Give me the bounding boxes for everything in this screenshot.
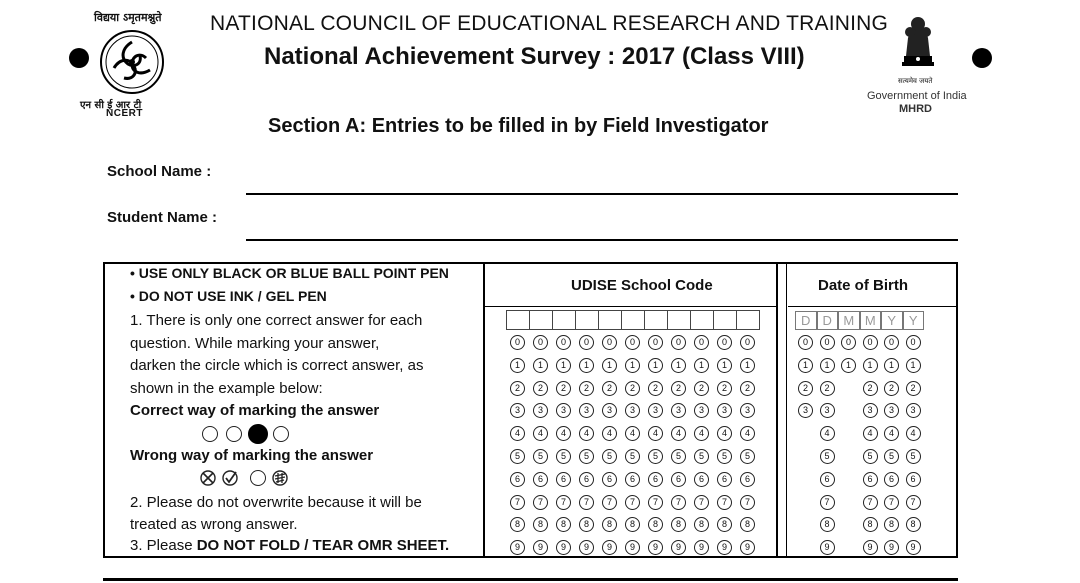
dob-bubble[interactable]: 8 xyxy=(884,517,899,532)
instruction-1-line-3: darken the circle which is correct answer, as xyxy=(130,357,424,374)
bottom-border xyxy=(103,578,958,581)
dob-bubble[interactable]: 4 xyxy=(863,426,878,441)
udise-entry-box[interactable] xyxy=(736,310,760,330)
udise-bubble[interactable]: 6 xyxy=(671,472,686,487)
udise-bubble[interactable]: 5 xyxy=(694,449,709,464)
instruction-1-line-4: shown in the example below: xyxy=(130,380,323,397)
dob-bubble[interactable]: 1 xyxy=(841,358,856,373)
dob-bubble[interactable]: 6 xyxy=(820,472,835,487)
wrong-way-label: Wrong way of marking the answer xyxy=(130,447,374,464)
instruction-3-bold: DO NOT FOLD / TEAR OMR SHEET. xyxy=(196,537,450,554)
dob-bubble[interactable]: 5 xyxy=(884,449,899,464)
udise-bubble[interactable]: 5 xyxy=(533,449,548,464)
example-scribbled-circle-icon xyxy=(272,470,288,486)
udise-entry-box[interactable] xyxy=(667,310,691,330)
dob-bubble[interactable]: 1 xyxy=(863,358,878,373)
udise-bubble[interactable]: 7 xyxy=(510,495,525,510)
udise-bubble[interactable]: 6 xyxy=(740,472,755,487)
udise-bubble[interactable]: 5 xyxy=(717,449,732,464)
section-title: Section A: Entries to be filled in by Field Investigator xyxy=(268,115,769,137)
udise-bubble[interactable]: 8 xyxy=(648,517,663,532)
ncert-english-name: NCERT xyxy=(106,108,143,119)
udise-bubble[interactable]: 6 xyxy=(694,472,709,487)
udise-bubble[interactable]: 0 xyxy=(556,335,571,350)
dob-bubble[interactable]: 0 xyxy=(884,335,899,350)
example-filled-circle xyxy=(248,424,268,444)
udise-bubble[interactable]: 2 xyxy=(556,381,571,396)
dob-entry-box[interactable]: D xyxy=(817,311,839,330)
government-name: Government of India xyxy=(867,90,967,102)
dob-entry-box[interactable]: Y xyxy=(903,311,925,330)
dob-bubble[interactable]: 5 xyxy=(863,449,878,464)
udise-bubble[interactable]: 2 xyxy=(625,381,640,396)
udise-bubble[interactable]: 7 xyxy=(533,495,548,510)
instruction-1-line-2: question. While marking your answer, xyxy=(130,335,380,352)
school-name-field[interactable] xyxy=(246,193,958,195)
dob-bubble[interactable]: 4 xyxy=(906,426,921,441)
dob-bubble[interactable]: 3 xyxy=(906,403,921,418)
dob-bubble[interactable]: 8 xyxy=(820,517,835,532)
udise-entry-box[interactable] xyxy=(598,310,622,330)
udise-bubble[interactable]: 1 xyxy=(625,358,640,373)
udise-bubble[interactable]: 2 xyxy=(510,381,525,396)
dob-entry-box[interactable]: Y xyxy=(881,311,903,330)
udise-bubble[interactable]: 0 xyxy=(533,335,548,350)
udise-bubble[interactable]: 5 xyxy=(740,449,755,464)
udise-bubble[interactable]: 8 xyxy=(602,517,617,532)
dob-bubble[interactable]: 3 xyxy=(884,403,899,418)
udise-bubble[interactable]: 0 xyxy=(717,335,732,350)
udise-bubble[interactable]: 6 xyxy=(533,472,548,487)
udise-entry-box[interactable] xyxy=(529,310,553,330)
udise-bubble[interactable]: 7 xyxy=(740,495,755,510)
udise-bubble[interactable]: 9 xyxy=(694,540,709,555)
udise-bubble[interactable]: 6 xyxy=(625,472,640,487)
dob-bubble[interactable]: 1 xyxy=(906,358,921,373)
udise-entry-box[interactable] xyxy=(713,310,737,330)
example-crossed-circle-icon xyxy=(200,470,216,486)
dob-bubble[interactable]: 5 xyxy=(906,449,921,464)
dob-bubble[interactable]: 1 xyxy=(820,358,835,373)
udise-bubble[interactable]: 8 xyxy=(579,517,594,532)
udise-bubble[interactable]: 3 xyxy=(510,403,525,418)
udise-bubble[interactable]: 4 xyxy=(671,426,686,441)
udise-bubble[interactable]: 4 xyxy=(694,426,709,441)
udise-bubble[interactable]: 1 xyxy=(602,358,617,373)
udise-bubble[interactable]: 4 xyxy=(625,426,640,441)
udise-bubble[interactable]: 9 xyxy=(625,540,640,555)
dob-bubble[interactable]: 0 xyxy=(906,335,921,350)
udise-title-line xyxy=(485,306,776,307)
dob-bubble[interactable]: 0 xyxy=(841,335,856,350)
udise-bubble[interactable]: 7 xyxy=(625,495,640,510)
udise-bubble[interactable]: 4 xyxy=(648,426,663,441)
dob-bubble[interactable]: 1 xyxy=(884,358,899,373)
dob-bubble[interactable]: 7 xyxy=(820,495,835,510)
udise-bubble[interactable]: 1 xyxy=(740,358,755,373)
udise-entry-box[interactable] xyxy=(644,310,668,330)
dob-bubble[interactable]: 8 xyxy=(906,517,921,532)
udise-bubble[interactable]: 3 xyxy=(717,403,732,418)
udise-bubble[interactable]: 2 xyxy=(740,381,755,396)
dob-entry-box[interactable]: D xyxy=(795,311,817,330)
udise-bubble[interactable]: 7 xyxy=(671,495,686,510)
udise-title: UDISE School Code xyxy=(571,277,713,294)
udise-bubble[interactable]: 3 xyxy=(625,403,640,418)
udise-bubble[interactable]: 3 xyxy=(694,403,709,418)
example-empty-circle xyxy=(226,426,242,442)
instruction-3-prefix: 3. Please xyxy=(130,537,197,554)
udise-bubble[interactable]: 5 xyxy=(556,449,571,464)
dob-bubble[interactable]: 3 xyxy=(863,403,878,418)
dob-bubble[interactable]: 8 xyxy=(863,517,878,532)
udise-bubble[interactable]: 0 xyxy=(602,335,617,350)
udise-bubble[interactable]: 8 xyxy=(740,517,755,532)
udise-bubble[interactable]: 3 xyxy=(533,403,548,418)
udise-bubble[interactable]: 8 xyxy=(533,517,548,532)
dob-bubble[interactable]: 2 xyxy=(906,381,921,396)
udise-bubble[interactable]: 4 xyxy=(602,426,617,441)
dob-bubble[interactable]: 2 xyxy=(863,381,878,396)
dob-bubble[interactable]: 0 xyxy=(863,335,878,350)
udise-bubble[interactable]: 1 xyxy=(533,358,548,373)
udise-bubble[interactable]: 9 xyxy=(579,540,594,555)
udise-bubble[interactable]: 3 xyxy=(602,403,617,418)
dob-title-line xyxy=(788,306,956,307)
udise-bubble[interactable]: 2 xyxy=(671,381,686,396)
udise-bubble[interactable]: 0 xyxy=(510,335,525,350)
udise-bubble[interactable]: 0 xyxy=(625,335,640,350)
udise-bubble[interactable]: 7 xyxy=(579,495,594,510)
example-empty-circle xyxy=(250,470,266,486)
divider-thin xyxy=(786,262,787,558)
udise-bubble[interactable]: 1 xyxy=(648,358,663,373)
dob-bubble[interactable]: 9 xyxy=(820,540,835,555)
udise-bubble[interactable]: 9 xyxy=(602,540,617,555)
student-name-field[interactable] xyxy=(246,239,958,241)
dob-entry-box[interactable]: M xyxy=(838,311,860,330)
udise-bubble[interactable]: 6 xyxy=(648,472,663,487)
udise-bubble[interactable]: 2 xyxy=(579,381,594,396)
udise-bubble[interactable]: 1 xyxy=(579,358,594,373)
government-emblem-icon xyxy=(896,12,940,76)
ministry-name: MHRD xyxy=(899,103,932,115)
udise-bubble[interactable]: 4 xyxy=(533,426,548,441)
dob-bubble[interactable]: 2 xyxy=(798,381,813,396)
udise-bubble[interactable]: 5 xyxy=(602,449,617,464)
udise-bubble[interactable]: 3 xyxy=(579,403,594,418)
udise-bubble[interactable]: 1 xyxy=(694,358,709,373)
udise-bubble[interactable]: 9 xyxy=(648,540,663,555)
dob-bubble[interactable]: 7 xyxy=(906,495,921,510)
instruction-bullet-pen: • USE ONLY BLACK OR BLUE BALL POINT PEN xyxy=(130,265,449,281)
dob-bubble[interactable]: 7 xyxy=(863,495,878,510)
survey-title: National Achievement Survey : 2017 (Class VIII) xyxy=(264,43,805,70)
udise-bubble[interactable]: 2 xyxy=(533,381,548,396)
udise-bubble[interactable]: 8 xyxy=(625,517,640,532)
udise-entry-box[interactable] xyxy=(575,310,599,330)
udise-bubble[interactable]: 9 xyxy=(740,540,755,555)
udise-bubble[interactable]: 2 xyxy=(717,381,732,396)
dob-bubble[interactable]: 5 xyxy=(820,449,835,464)
udise-bubble[interactable]: 1 xyxy=(717,358,732,373)
udise-bubble[interactable]: 3 xyxy=(556,403,571,418)
udise-bubble[interactable]: 5 xyxy=(579,449,594,464)
udise-bubble[interactable]: 6 xyxy=(579,472,594,487)
dob-bubble[interactable]: 2 xyxy=(884,381,899,396)
divider-udise xyxy=(776,262,778,558)
registration-mark-right xyxy=(972,48,992,68)
udise-bubble[interactable]: 5 xyxy=(625,449,640,464)
udise-bubble[interactable]: 4 xyxy=(579,426,594,441)
udise-bubble[interactable]: 9 xyxy=(671,540,686,555)
udise-bubble[interactable]: 7 xyxy=(556,495,571,510)
udise-bubble[interactable]: 0 xyxy=(671,335,686,350)
dob-bubble[interactable]: 1 xyxy=(798,358,813,373)
udise-bubble[interactable]: 7 xyxy=(717,495,732,510)
dob-bubble[interactable]: 0 xyxy=(820,335,835,350)
udise-entry-box[interactable] xyxy=(690,310,714,330)
ncert-hindi-name: एन सी ई आर टी xyxy=(80,100,142,111)
instruction-2-line-2: treated as wrong answer. xyxy=(130,516,298,533)
dob-bubble[interactable]: 9 xyxy=(863,540,878,555)
correct-way-label: Correct way of marking the answer xyxy=(130,402,380,419)
udise-bubble[interactable]: 2 xyxy=(648,381,663,396)
school-name-label: School Name : xyxy=(107,163,212,180)
council-name: NATIONAL COUNCIL OF EDUCATIONAL RESEARCH AND TRAINING xyxy=(210,12,889,35)
udise-bubble[interactable]: 7 xyxy=(602,495,617,510)
udise-bubble[interactable]: 4 xyxy=(510,426,525,441)
udise-bubble[interactable]: 2 xyxy=(694,381,709,396)
instruction-1-line-1: 1. There is only one correct answer for each xyxy=(130,312,423,329)
student-name-label: Student Name : xyxy=(107,209,218,226)
udise-bubble[interactable]: 6 xyxy=(602,472,617,487)
udise-bubble[interactable]: 6 xyxy=(556,472,571,487)
udise-bubble[interactable]: 9 xyxy=(556,540,571,555)
dob-bubble[interactable]: 9 xyxy=(906,540,921,555)
udise-bubble[interactable]: 0 xyxy=(694,335,709,350)
udise-bubble[interactable]: 9 xyxy=(510,540,525,555)
dob-bubble[interactable]: 6 xyxy=(863,472,878,487)
udise-bubble[interactable]: 8 xyxy=(694,517,709,532)
udise-bubble[interactable]: 0 xyxy=(579,335,594,350)
udise-bubble[interactable]: 9 xyxy=(533,540,548,555)
dob-bubble[interactable]: 6 xyxy=(906,472,921,487)
registration-mark-left xyxy=(69,48,89,68)
udise-entry-box[interactable] xyxy=(506,310,530,330)
dob-bubble[interactable]: 9 xyxy=(884,540,899,555)
udise-bubble[interactable]: 4 xyxy=(717,426,732,441)
dob-bubble[interactable]: 0 xyxy=(798,335,813,350)
udise-bubble[interactable]: 4 xyxy=(556,426,571,441)
udise-bubble[interactable]: 7 xyxy=(648,495,663,510)
instruction-2-line-1: 2. Please do not overwrite because it will be xyxy=(130,494,422,511)
udise-bubble[interactable]: 5 xyxy=(510,449,525,464)
udise-bubble[interactable]: 9 xyxy=(717,540,732,555)
dob-bubble[interactable]: 4 xyxy=(820,426,835,441)
dob-bubble[interactable]: 6 xyxy=(884,472,899,487)
udise-bubble[interactable]: 0 xyxy=(740,335,755,350)
udise-bubble[interactable]: 1 xyxy=(510,358,525,373)
udise-bubble[interactable]: 3 xyxy=(740,403,755,418)
dob-bubble[interactable]: 4 xyxy=(884,426,899,441)
dob-bubble[interactable]: 3 xyxy=(820,403,835,418)
udise-bubble[interactable]: 5 xyxy=(648,449,663,464)
dob-entry-box[interactable]: M xyxy=(860,311,882,330)
dob-bubble[interactable]: 3 xyxy=(798,403,813,418)
udise-bubble[interactable]: 2 xyxy=(602,381,617,396)
ncert-logo-icon xyxy=(94,28,170,96)
udise-bubble[interactable]: 8 xyxy=(671,517,686,532)
example-empty-circle xyxy=(202,426,218,442)
udise-bubble[interactable]: 0 xyxy=(648,335,663,350)
udise-bubble[interactable]: 1 xyxy=(556,358,571,373)
udise-bubble[interactable]: 8 xyxy=(510,517,525,532)
dob-bubble[interactable]: 7 xyxy=(884,495,899,510)
udise-bubble[interactable]: 8 xyxy=(717,517,732,532)
dob-title: Date of Birth xyxy=(818,277,908,294)
ncert-hindi-motto: विद्यया ऽमृतमश्नुते xyxy=(94,11,162,24)
udise-entry-box[interactable] xyxy=(552,310,576,330)
udise-bubble[interactable]: 1 xyxy=(671,358,686,373)
udise-bubble[interactable]: 4 xyxy=(740,426,755,441)
instruction-bullet-ink: • DO NOT USE INK / GEL PEN xyxy=(130,288,327,304)
example-empty-circle xyxy=(273,426,289,442)
udise-bubble[interactable]: 7 xyxy=(694,495,709,510)
dob-bubble[interactable]: 2 xyxy=(820,381,835,396)
udise-bubble[interactable]: 3 xyxy=(671,403,686,418)
udise-bubble[interactable]: 8 xyxy=(556,517,571,532)
udise-entry-box[interactable] xyxy=(621,310,645,330)
udise-bubble[interactable]: 6 xyxy=(717,472,732,487)
udise-bubble[interactable]: 5 xyxy=(671,449,686,464)
government-motto: सत्यमेव जयते xyxy=(898,77,933,85)
example-ticked-circle-icon xyxy=(222,470,238,486)
udise-bubble[interactable]: 6 xyxy=(510,472,525,487)
instruction-3 xyxy=(130,537,449,554)
udise-bubble[interactable]: 3 xyxy=(648,403,663,418)
